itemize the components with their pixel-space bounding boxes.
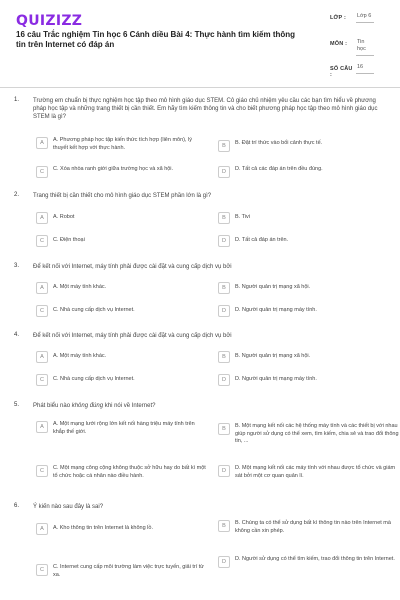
question-text: Để kết nối với Internet, máy tính phải được cài đặt và cung cấp dịch vụ bởi xyxy=(33,264,232,270)
option-letter-badge: A xyxy=(36,351,48,363)
subject-value: Tin học xyxy=(356,38,374,56)
option-letter-badge: B xyxy=(218,351,230,363)
option-letter-badge: A xyxy=(36,212,48,224)
subject-field xyxy=(330,38,374,56)
option-letter-badge: C xyxy=(36,235,48,247)
question-number: 1. xyxy=(14,97,20,103)
option-text: B. Đặt trí thức vào bối cảnh thực tế. xyxy=(235,140,323,146)
option-letter-badge: A xyxy=(36,523,48,535)
option-letter-badge: D xyxy=(218,305,230,317)
question-number: 2. xyxy=(14,192,20,198)
option-letter-badge: A xyxy=(36,421,48,433)
option-text: D. Tất cả các đáp án trên đều đúng. xyxy=(235,166,323,172)
question-text: Ý kiến nào sau đây là sai? xyxy=(33,504,104,510)
grade-field xyxy=(330,12,374,23)
option-letter-badge: A xyxy=(36,282,48,294)
question-number: 6. xyxy=(14,503,20,509)
option-letter-badge: D xyxy=(218,166,230,178)
option-letter-badge: D xyxy=(218,235,230,247)
option-text: D. Người sử dụng có thể tìm kiếm, trao đổi thông tin trên Internet. xyxy=(235,556,395,562)
question-text-emphasis: không đúng xyxy=(71,403,104,409)
option-text: B. Người quản trị mạng xã hội. xyxy=(235,284,311,290)
header-divider xyxy=(0,87,400,88)
option-letter-badge: B xyxy=(218,423,230,435)
grade-value: Lớp 6 xyxy=(356,12,374,23)
subject-label: MÔN : xyxy=(330,41,348,47)
option-text: C. Một mạng công cộng không thuộc sở hữu hay do bất kì một tổ chức hoặc cá nhân nào điều hành. xyxy=(53,465,206,479)
option-text: C. Nhà cung cấp dịch vụ Internet. xyxy=(53,307,135,313)
option-letter-badge: C xyxy=(36,374,48,386)
question-number: 3. xyxy=(14,263,20,269)
option-text: D. Người quản trị mạng máy tính. xyxy=(235,307,317,313)
option-text: A. Kho thông tin trên Internet là không lồ. xyxy=(53,525,153,531)
worksheet-header xyxy=(0,0,400,86)
option-text: A. Một mạng lưới rộng lớn kết nối hàng triệu máy tính trên khắp thế giới. xyxy=(53,421,195,435)
worksheet-title: 16 câu Trắc nghiệm Tin học 6 Cánh diều Bài 4: Thực hành tìm kiếm thông tin trên Internet có đáp án xyxy=(16,30,296,49)
option-text: A. Một máy tính khác. xyxy=(53,284,107,290)
option-letter-badge: C xyxy=(36,305,48,317)
option-text: B. Chúng ta có thể sử dụng bất kì thông tin nào trên Internet mà không cần xin phép. xyxy=(235,520,391,534)
option-letter-badge: D xyxy=(218,374,230,386)
option-text: D. Một mạng kết nối các máy tính với nhau được tổ chức và giám sát bởi một cơ quan quản lí. xyxy=(235,465,396,479)
option-text: A. Robot xyxy=(53,214,75,220)
option-letter-badge: B xyxy=(218,520,230,532)
option-letter-badge: A xyxy=(36,137,48,149)
quizizz-logo: QUIZIZZ xyxy=(16,13,83,29)
question-count-field xyxy=(330,63,374,78)
option-text: C. Xóa nhòa ranh giới giữa trường học và xã hội. xyxy=(53,166,174,172)
option-letter-badge: B xyxy=(218,140,230,152)
option-text: C. Nhà cung cấp dịch vụ Internet. xyxy=(53,376,135,382)
question-text-part: Phát biểu nào xyxy=(33,403,72,409)
option-letter-badge: C xyxy=(36,465,48,477)
option-text: D. Người quản trị mạng máy tính. xyxy=(235,376,317,382)
option-text: D. Tất cả đáp án trên. xyxy=(235,237,289,243)
option-text: C. Điện thoại xyxy=(53,237,85,243)
option-text: B. Người quản trị mạng xã hội. xyxy=(235,353,311,359)
option-letter-badge: C xyxy=(36,166,48,178)
question-number: 4. xyxy=(14,332,20,338)
question-text: Trang thiết bị cần thiết cho mô hình giáo dục STEM phần lớn là gì? xyxy=(33,193,212,199)
grade-label: LỚP : xyxy=(330,15,346,21)
option-text: A. Một máy tính khác. xyxy=(53,353,107,359)
option-letter-badge: D xyxy=(218,556,230,568)
question-count-value: 16 xyxy=(356,63,374,74)
question-text: Để kết nối với Internet, máy tính phải được cài đặt và cung cấp dịch vụ bởi xyxy=(33,333,232,339)
option-letter-badge: B xyxy=(218,282,230,294)
option-letter-badge: C xyxy=(36,564,48,576)
question-number: 5. xyxy=(14,402,20,408)
option-text: C. Internet cung cấp môi trường làm việc trực tuyến, giải trí từ xa. xyxy=(53,564,204,578)
option-letter-badge: D xyxy=(218,465,230,477)
question-count-label: SỐ CÂU : xyxy=(330,66,353,78)
question-text-part: khi nói về Internet? xyxy=(103,403,156,409)
option-letter-badge: B xyxy=(218,212,230,224)
question-text: Trường em chuẩn bị thực nghiệm học tập theo mô hình giáo dục STEM. Cô giáo chủ nhiệm yêu cầu các bạn tìm hiểu về phương pháp học tập và những trang thiết bị cần thiết. Em hãy tìm kiếm thông tin và cho biết phương pháp học tập theo mô hình giáo dục STEM là gì? xyxy=(33,98,378,120)
option-text: B. Một mạng kết nối các hệ thống máy tính và các thiết bị với nhau giúp người sử dụng có thể xem, tìm kiếm, chia sẻ và trao đổi thông tin, ... xyxy=(235,423,399,444)
question-text xyxy=(33,402,383,410)
option-text: B. Tivi xyxy=(235,214,250,220)
option-text: A. Phương pháp học tập kiến thức tích hợp (liên môn), lý thuyết kết hợp với thực hành. xyxy=(53,137,193,151)
